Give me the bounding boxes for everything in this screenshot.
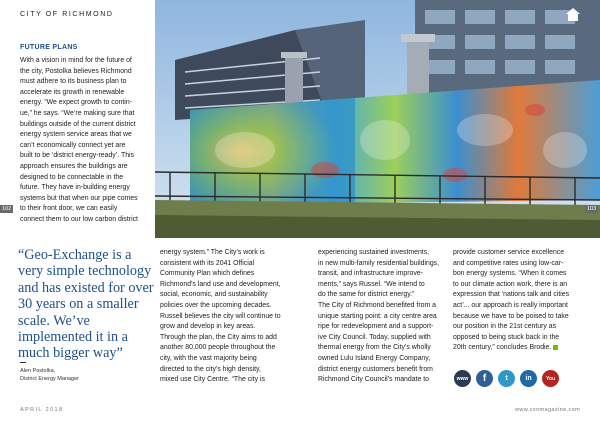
header-title: CITY OF RICHMOND (20, 11, 114, 18)
linkedin-icon[interactable]: in (520, 370, 537, 387)
issue-date: APRIL 2018 (20, 407, 64, 413)
quote-author-title: District Energy Manager (20, 376, 79, 382)
website-url[interactable]: www.cxomagazine.com (515, 407, 581, 413)
section-heading: FUTURE PLANS (20, 44, 78, 51)
body-column-3: provide customer service excellence and competitive rates using low-car- bon energy systems. “When it comes to our climate action work, there is an expression that ‘nations talk and cities act’... our approach is really important because we have to be poised to take our position in the 21st century as opposed to being stuck back in the 20th century,” concludes Brodie. (453, 249, 570, 352)
end-mark-icon (553, 345, 558, 350)
page-number-left: 102 (2, 206, 12, 212)
youtube-icon[interactable]: You (542, 370, 559, 387)
quote-author: Alen Postolka, (20, 368, 56, 374)
body-column-1: energy system.” The City’s work is consistent with its 2041 Official Community Plan which defines Richmond’s land use and development, social, economic, and sustainability policies over the upcoming decades. Russell believes the city will continue to grow and develop in key areas. Through the plan, the City aims to add another 80,000 people throughout the city, with the vast majority being directed to the city’s high density, mixed use City Centre. “The city is (160, 249, 281, 384)
twitter-icon[interactable]: t (498, 370, 515, 387)
quote-divider (20, 362, 26, 363)
website-icon[interactable]: www (454, 370, 471, 387)
feature-photo (155, 0, 600, 238)
page-number-right: 103 (587, 206, 597, 212)
intro-paragraph: With a vision in mind for the future of the city, Postolka believes Richmond must adhere to its business plan to accelerate its growth in renewable energy. “We expect growth to contin- ue,” he says. “We’re making sure that buildings outside of the current district energy system service areas that we can’t economically connect yet are built to be ‘district energy-ready’. This approach ensures the buildings are designed to be connectable in the future. They have in-building energy systems but that when our pipe comes to their front door, we can easily connect them to our low carbon district (20, 57, 138, 223)
body-column-2: experiencing sustained investments, in new multi-family residential buildings, transit, and infrastructure improve- ments,” says Russel. “We intend to do the same for district energy.” The City of Richmond benefited from a unique starting point: a city centre area ripe for redevelopment and a support- ive City Council. Today, supplied with thermal energy from the City’s wholly owned Lulu Island Energy Company, district energy customers benefit from Richmond City Council’s mandate to (318, 249, 440, 384)
pull-quote: “Geo-Exchange is a very simple technology and has existed for over 30 years on a smaller scale. We’ve implemented it in a much bigger way” (18, 247, 154, 362)
facebook-icon[interactable]: f (476, 370, 493, 387)
